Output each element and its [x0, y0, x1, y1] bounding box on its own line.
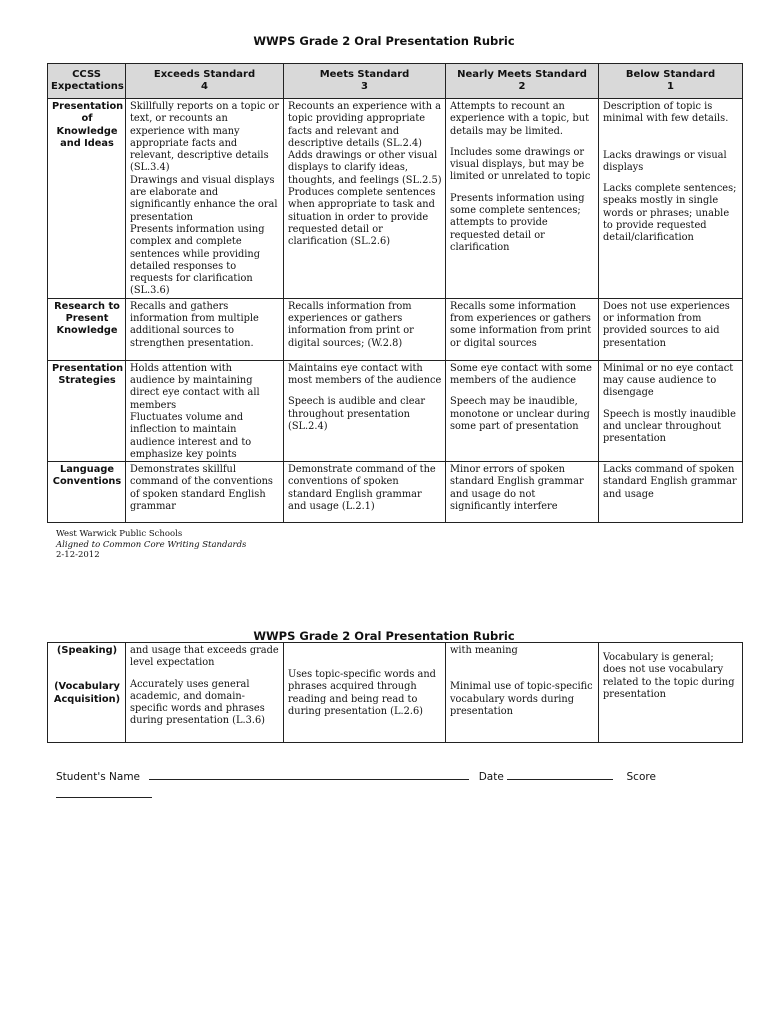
- date-label: Date: [478, 771, 504, 783]
- table-row: [48, 298, 743, 360]
- signature-line: [56, 768, 696, 804]
- student-name-label: Student's Name: [56, 771, 141, 783]
- header-meets: Meets Standard 3: [284, 64, 446, 99]
- cell-below: Vocabulary is general; does not use vocabulary related to the topic during presentation: [599, 643, 743, 743]
- row-label-speaking-vocabulary: (Speaking) (Vocabulary Acquisition): [48, 643, 126, 743]
- rubric-table: [47, 63, 743, 523]
- row-label-presentation-knowledge: Presentation of Knowledge and Ideas: [48, 99, 126, 299]
- score-label: Score: [626, 771, 656, 783]
- student-name-field[interactable]: [149, 768, 469, 780]
- cell-nearly-meets: Minor errors of spoken standard English grammar and usage do not significantly interfere: [446, 462, 599, 523]
- cell-meets: Recounts an experience with a topic providing appropriate facts and relevant and descriptive details (SL.2.4) Adds drawings or other visual displays to clarify ideas, thoughts, and feelings (SL.2.5) Produces complete sentences when appropriate to task and situation in order to provide requested detail or clarification (SL.2.6): [284, 99, 446, 299]
- cell-meets: Uses topic-specific words and phrases acquired through reading and being read to during presentation (L.2.6): [284, 643, 446, 743]
- cell-nearly-meets: Some eye contact with some members of the audience Speech may be inaudible, monotone or unclear during some part of presentation: [446, 360, 599, 461]
- cell-meets: Maintains eye contact with most members of the audience Speech is audible and clear throughout presentation (SL.2.4): [284, 360, 446, 461]
- header-ccss: CCSS Expectations: [48, 64, 126, 99]
- rubric-title-page2: WWPS Grade 2 Oral Presentation Rubric: [253, 629, 515, 643]
- row-label-language-conventions: Language Conventions: [48, 462, 126, 523]
- cell-nearly-meets: with meaning Minimal use of topic-specific vocabulary words during presentation: [446, 643, 599, 743]
- cell-exceeds: and usage that exceeds grade level expectation Accurately uses general academic, and domain-specific words and phrases during presentation (L.3.6): [126, 643, 284, 743]
- cell-exceeds: Demonstrates skillful command of the conventions of spoken standard English grammar: [126, 462, 284, 523]
- header-row: [48, 64, 743, 99]
- cell-below: Minimal or no eye contact may cause audience to disengage Speech is mostly inaudible and unclear throughout presentation: [599, 360, 743, 461]
- cell-nearly-meets: Attempts to recount an experience with a topic, but details may be limited. Includes some drawings or visual displays, but may be limited or unrelated to topic Presents information using some complete sentences; attempts to provide requested detail or clarification: [446, 99, 599, 299]
- cell-below: Does not use experiences or information from provided sources to aid presentation: [599, 298, 743, 360]
- cell-exceeds: Holds attention with audience by maintaining direct eye contact with all members Fluctuates volume and inflection to maintain audience interest and to emphasize key points: [126, 360, 284, 461]
- table-row: [48, 643, 743, 743]
- footer-alignment: Aligned to Common Core Writing Standards: [56, 539, 247, 550]
- table-row: [48, 360, 743, 461]
- header-below: Below Standard 1: [599, 64, 743, 99]
- cell-nearly-meets: Recalls some information from experiences or gathers some information from print or digital sources: [446, 298, 599, 360]
- score-field[interactable]: [56, 786, 152, 798]
- cell-meets: Demonstrate command of the conventions of spoken standard English grammar and usage (L.2.1): [284, 462, 446, 523]
- rubric-title: WWPS Grade 2 Oral Presentation Rubric: [253, 34, 515, 48]
- row-label-presentation-strategies: Presentation Strategies: [48, 360, 126, 461]
- footer-date: 2-12-2012: [56, 550, 100, 560]
- table-row: [48, 462, 743, 523]
- header-nearly-meets: Nearly Meets Standard 2: [446, 64, 599, 99]
- table-row: [48, 99, 743, 299]
- cell-below: Description of topic is minimal with few details. Lacks drawings or visual displays Lacks complete sentences; speaks mostly in single words or phrases; unable to provide requested detail/clarification: [599, 99, 743, 299]
- date-field[interactable]: [507, 768, 613, 780]
- cell-exceeds: Recalls and gathers information from multiple additional sources to strengthen presentation.: [126, 298, 284, 360]
- cell-below: Lacks command of spoken standard English grammar and usage: [599, 462, 743, 523]
- header-exceeds: Exceeds Standard 4: [126, 64, 284, 99]
- cell-exceeds: Skillfully reports on a topic or text, or recounts an experience with many appropriate facts and relevant, descriptive details (SL.3.4) Drawings and visual displays are elaborate and significantly enhance the oral presentation Presents information using complex and complete sentences while providing detailed responses to requests for clarification (SL.3.6): [126, 99, 284, 299]
- footer-school: West Warwick Public Schools: [56, 529, 183, 539]
- rubric-table-continued: [47, 642, 743, 743]
- document-footer: [56, 529, 246, 561]
- row-label-research: Research to Present Knowledge: [48, 298, 126, 360]
- cell-meets: Recalls information from experiences or gathers information from print or digital sources; (W.2.8): [284, 298, 446, 360]
